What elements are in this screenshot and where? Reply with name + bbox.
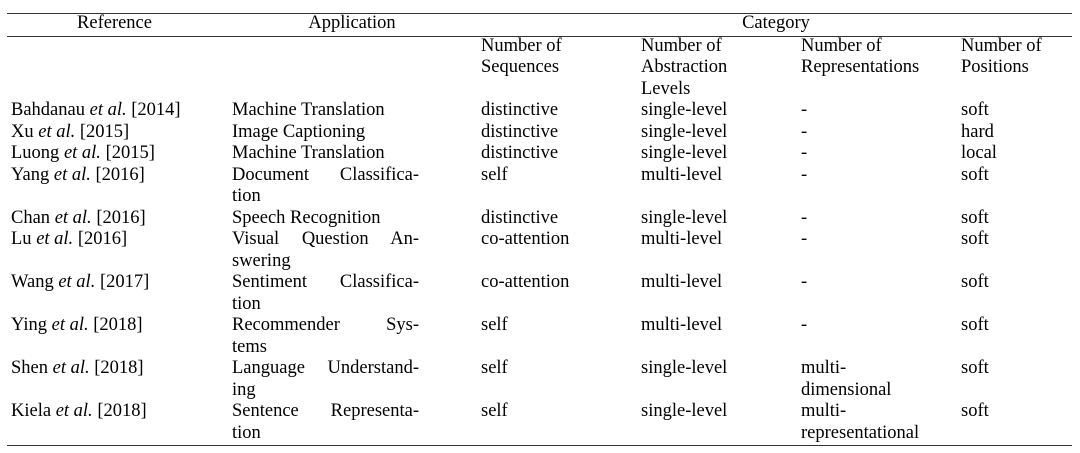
abstraction-cell	[641, 165, 722, 186]
positions-cell-text: soft	[961, 100, 989, 120]
abstraction-cell-text: single-level	[641, 100, 728, 120]
representations-line: -	[801, 315, 808, 336]
header-reference: Reference	[77, 13, 152, 33]
reference-year: [2014]	[131, 100, 181, 120]
reference-year: [2018]	[97, 401, 147, 422]
reference-cell	[11, 401, 223, 422]
representations-line: dimensional	[801, 379, 892, 400]
application-line: tems	[232, 336, 267, 357]
abstraction-cell-text: single-level	[641, 358, 728, 379]
application-line: Image Captioning	[232, 121, 366, 142]
application-cell	[232, 315, 419, 358]
reference-cell	[11, 208, 223, 229]
reference-year: [2018]	[93, 315, 143, 336]
reference-etal: et al.	[63, 143, 101, 164]
representations-cell	[801, 122, 807, 143]
reference-etal: et al.	[54, 207, 92, 228]
representations-cell	[801, 165, 807, 186]
application-line: Speech Recognition	[232, 207, 381, 228]
subheader-line: Levels	[641, 78, 691, 99]
application-line: tion	[232, 293, 261, 314]
reference-year: [2016]	[95, 164, 145, 185]
application-cell	[232, 165, 419, 208]
subheader-line: Number of	[801, 36, 882, 56]
abstraction-cell-text: multi-level	[641, 229, 723, 250]
subheader-line: Number of	[641, 36, 722, 56]
abstraction-cell	[641, 229, 722, 250]
positions-cell	[961, 143, 997, 164]
reference-etal: et al.	[55, 401, 93, 422]
sequences-cell-text: distinctive	[481, 121, 559, 142]
representations-line: -	[801, 164, 808, 185]
positions-cell-text: hard	[961, 121, 994, 142]
representations-line: multi-	[801, 401, 847, 422]
abstraction-cell	[641, 358, 727, 379]
sequences-cell	[481, 358, 508, 379]
representations-cell	[801, 100, 807, 121]
abstraction-cell	[641, 272, 722, 293]
subheader-line: Sequences	[481, 57, 560, 78]
sequences-cell-text: co-attention	[481, 272, 570, 293]
reference-year: [2015]	[105, 143, 155, 164]
sequences-cell	[481, 315, 508, 336]
sequences-cell	[481, 229, 569, 250]
abstraction-cell	[641, 143, 727, 164]
reference-cell	[11, 315, 223, 336]
reference-author: Yang	[11, 164, 50, 185]
application-cell	[232, 143, 419, 164]
reference-author: Luong	[11, 143, 60, 164]
reference-cell	[11, 229, 223, 250]
abstraction-cell	[641, 122, 727, 143]
representations-cell	[801, 229, 807, 250]
positions-cell	[961, 272, 989, 293]
header-category: Category	[742, 13, 810, 33]
application-cell	[232, 358, 419, 401]
representations-line: -	[801, 100, 808, 120]
representations-cell	[801, 272, 807, 293]
reference-etal: et al.	[58, 272, 96, 293]
reference-year: [2018]	[94, 358, 144, 379]
sequences-cell-text: distinctive	[481, 143, 559, 164]
reference-etal: et al.	[53, 164, 91, 185]
positions-cell	[961, 100, 989, 121]
subheader-abstraction-levels	[641, 36, 727, 100]
abstraction-cell	[641, 100, 727, 121]
sequences-cell	[481, 165, 508, 186]
sequences-cell-text: distinctive	[481, 207, 559, 228]
reference-cell	[11, 358, 223, 379]
sequences-cell	[481, 143, 558, 164]
positions-cell-text: soft	[961, 207, 989, 228]
representations-cell	[801, 401, 919, 444]
positions-cell-text: soft	[961, 272, 989, 293]
application-line: Visual Question An-	[232, 229, 419, 250]
positions-cell-text: soft	[961, 315, 989, 336]
reference-author: Lu	[11, 229, 32, 250]
application-line: Sentiment Classifica-	[232, 272, 419, 293]
sequences-cell	[481, 208, 558, 229]
representations-cell	[801, 208, 807, 229]
abstraction-cell-text: multi-level	[641, 315, 723, 336]
positions-cell-text: soft	[961, 401, 989, 422]
reference-author: Xu	[11, 121, 34, 142]
application-line: Recommender Sys-	[232, 315, 419, 336]
application-cell	[232, 401, 419, 444]
reference-author: Bahdanau	[11, 100, 85, 120]
representations-cell	[801, 315, 807, 336]
reference-cell	[11, 165, 223, 186]
reference-etal: et al.	[89, 100, 127, 120]
reference-year: [2016]	[77, 229, 128, 250]
representations-line: multi-	[801, 358, 847, 379]
reference-cell	[11, 272, 223, 293]
abstraction-cell	[641, 208, 727, 229]
positions-cell	[961, 165, 989, 186]
sequences-cell-text: self	[481, 401, 508, 422]
application-line: Machine Translation	[232, 143, 385, 164]
reference-year: [2016]	[96, 207, 146, 228]
sequences-cell	[481, 122, 558, 143]
positions-cell-text: soft	[961, 164, 989, 185]
reference-author: Chan	[11, 207, 51, 228]
abstraction-cell-text: single-level	[641, 121, 728, 142]
abstraction-cell-text: single-level	[641, 207, 728, 228]
sequences-cell-text: self	[481, 358, 508, 379]
abstraction-cell-text: single-level	[641, 143, 728, 164]
reference-etal: et al.	[51, 315, 89, 336]
reference-etal: et al.	[52, 358, 90, 379]
application-cell	[232, 208, 419, 229]
representations-line: -	[801, 207, 808, 228]
sequences-cell	[481, 401, 508, 422]
subheader-positions	[961, 36, 1042, 79]
application-cell	[232, 100, 419, 121]
application-line: swering	[232, 250, 291, 271]
application-cell	[232, 122, 419, 143]
application-line: tion	[232, 422, 261, 443]
positions-cell	[961, 401, 989, 422]
subheader-line: Number of	[961, 36, 1042, 56]
reference-cell	[11, 122, 223, 143]
table-bottom-rule	[7, 445, 1072, 446]
application-line: tion	[232, 186, 261, 207]
reference-year: [2017]	[99, 272, 150, 293]
application-line: Document Classifica-	[232, 164, 419, 185]
reference-author: Shen	[11, 358, 48, 379]
application-line: Machine Translation	[232, 100, 385, 120]
application-line: ing	[232, 379, 256, 400]
representations-line: -	[801, 229, 808, 250]
positions-cell-text: soft	[961, 358, 989, 379]
positions-cell	[961, 122, 994, 143]
reference-author: Wang	[11, 272, 54, 293]
abstraction-cell-text: single-level	[641, 401, 728, 422]
positions-cell	[961, 315, 989, 336]
reference-cell	[11, 143, 223, 164]
positions-cell	[961, 358, 989, 379]
reference-etal: et al.	[36, 229, 74, 250]
header-application: Application	[308, 13, 396, 33]
sequences-cell	[481, 272, 569, 293]
sequences-cell-text: distinctive	[481, 100, 559, 120]
reference-cell	[11, 100, 223, 121]
positions-cell	[961, 208, 989, 229]
sequences-cell	[481, 100, 558, 121]
application-line: Language Understand-	[232, 358, 419, 379]
subheader-sequences	[481, 36, 562, 79]
abstraction-cell-text: multi-level	[641, 272, 723, 293]
reference-author: Kiela	[11, 401, 52, 422]
application-cell	[232, 229, 419, 272]
subheader-line: Representations	[801, 57, 920, 78]
representations-line: -	[801, 272, 808, 293]
reference-etal: et al.	[38, 121, 76, 142]
sequences-cell-text: co-attention	[481, 229, 570, 250]
representations-line: representational	[801, 422, 920, 443]
positions-cell-text: local	[961, 143, 997, 164]
subheader-line: Positions	[961, 57, 1029, 78]
representations-cell	[801, 358, 891, 401]
subheader-line: Number of	[481, 36, 562, 56]
positions-cell	[961, 229, 989, 250]
reference-author: Ying	[11, 315, 47, 336]
representations-cell	[801, 143, 807, 164]
abstraction-cell-text: multi-level	[641, 164, 723, 185]
sequences-cell-text: self	[481, 315, 508, 336]
abstraction-cell	[641, 401, 727, 422]
representations-line: -	[801, 121, 808, 142]
representations-line: -	[801, 143, 808, 164]
sequences-cell-text: self	[481, 164, 508, 185]
abstraction-cell	[641, 315, 722, 336]
application-line: Sentence Representa-	[232, 401, 419, 422]
positions-cell-text: soft	[961, 229, 989, 250]
application-cell	[232, 272, 419, 315]
reference-year: [2015]	[79, 121, 130, 142]
subheader-line: Abstraction	[641, 57, 728, 78]
subheader-representations	[801, 36, 919, 79]
